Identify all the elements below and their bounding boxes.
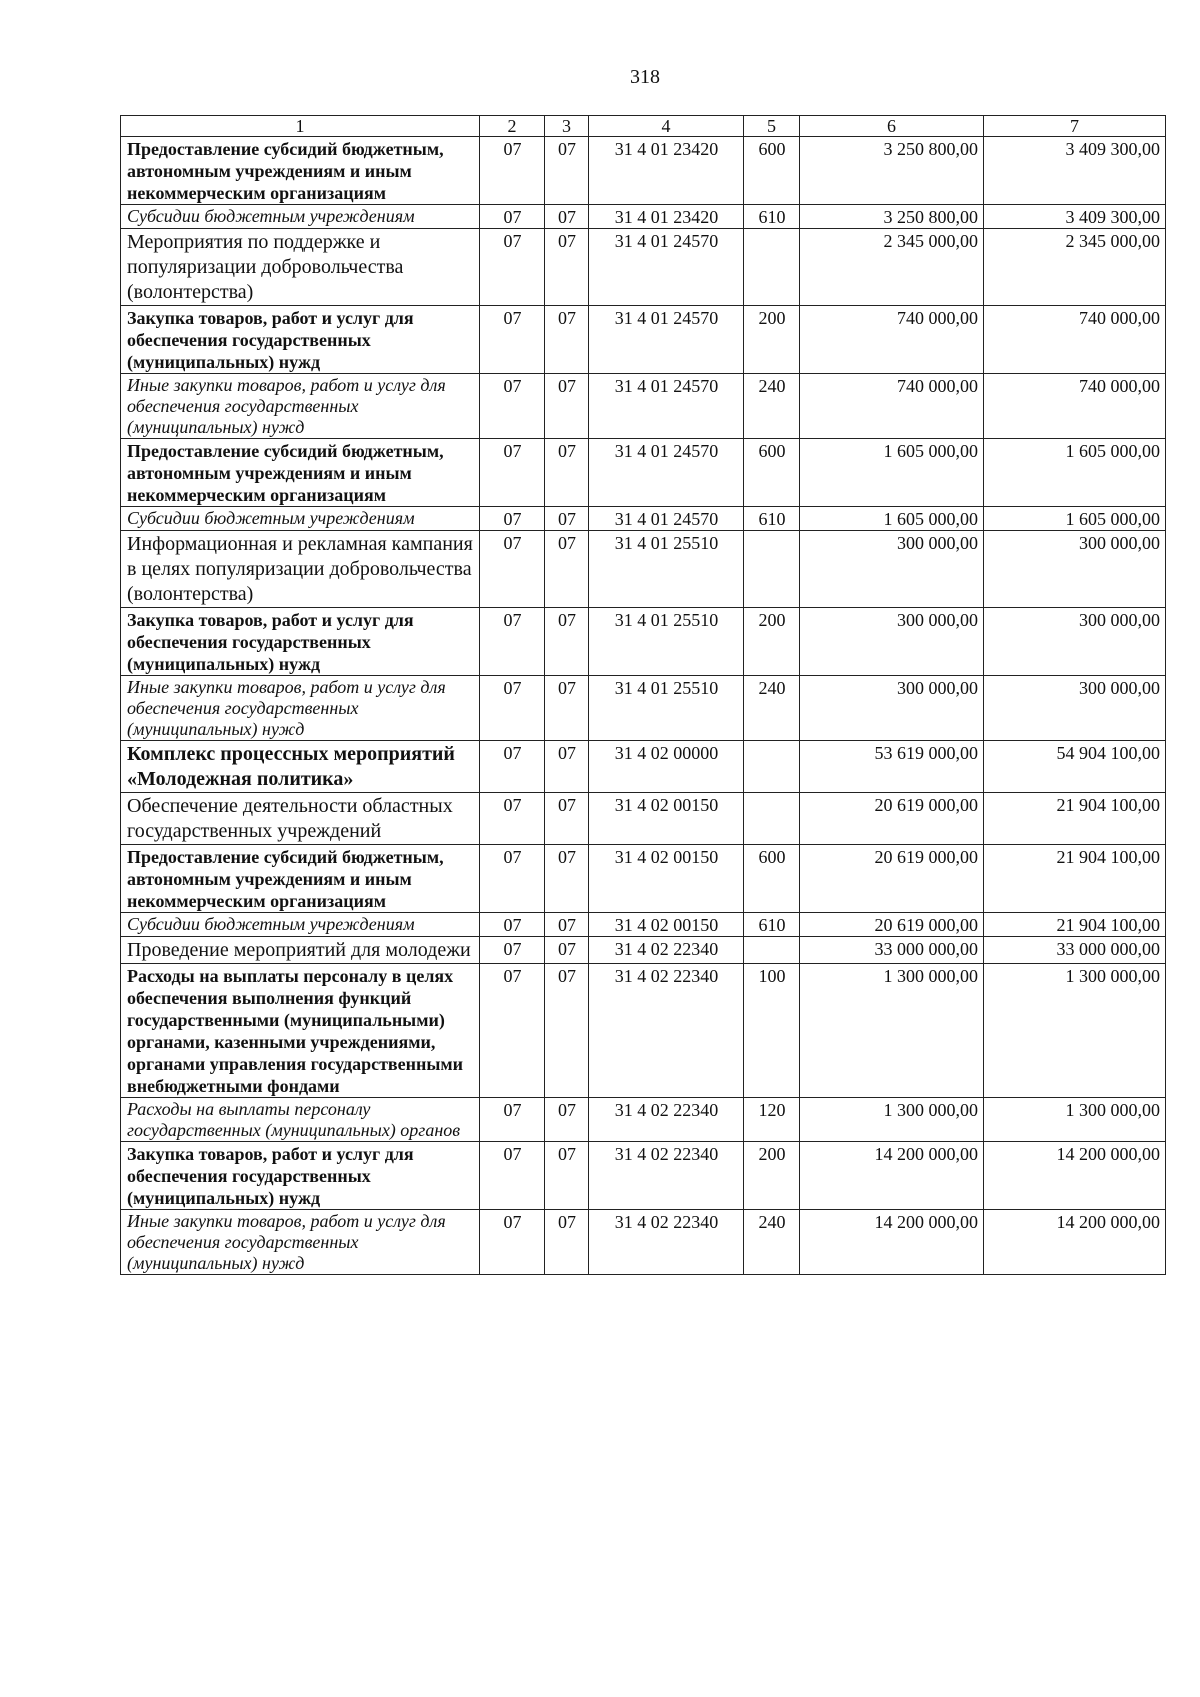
cell-amount-year2: 1 300 000,00 xyxy=(984,1098,1166,1142)
cell-name: Предоставление субсидий бюджетным, автономным учреждениям и иным некоммерческим организациям xyxy=(121,439,480,507)
cell-subsection: 07 xyxy=(545,845,589,913)
table-row xyxy=(121,1142,1166,1210)
cell-name: Предоставление субсидий бюджетным, автономным учреждениям и иным некоммерческим организациям xyxy=(121,845,480,913)
cell-expense-type: 200 xyxy=(744,608,800,676)
cell-expense-type: 200 xyxy=(744,1142,800,1210)
cell-subsection: 07 xyxy=(545,741,589,793)
cell-name: Расходы на выплаты персоналу государственных (муниципальных) органов xyxy=(121,1098,480,1142)
cell-amount-year2: 2 345 000,00 xyxy=(984,229,1166,306)
cell-amount-year2: 300 000,00 xyxy=(984,531,1166,608)
cell-expense-type xyxy=(744,531,800,608)
cell-amount-year1: 1 300 000,00 xyxy=(800,1098,984,1142)
cell-expense-type xyxy=(744,741,800,793)
cell-target-article: 31 4 01 24570 xyxy=(589,439,744,507)
table-row xyxy=(121,306,1166,374)
cell-target-article: 31 4 01 25510 xyxy=(589,676,744,741)
cell-section: 07 xyxy=(480,845,545,913)
cell-subsection: 07 xyxy=(545,676,589,741)
cell-expense-type: 600 xyxy=(744,137,800,205)
cell-amount-year1: 300 000,00 xyxy=(800,676,984,741)
cell-name: Предоставление субсидий бюджетным, автономным учреждениям и иным некоммерческим организациям xyxy=(121,137,480,205)
cell-section: 07 xyxy=(480,1098,545,1142)
cell-subsection: 07 xyxy=(545,937,589,964)
header-cell-4: 4 xyxy=(589,116,744,137)
cell-target-article: 31 4 01 24570 xyxy=(589,306,744,374)
cell-target-article: 31 4 02 00150 xyxy=(589,793,744,845)
table-row xyxy=(121,676,1166,741)
cell-amount-year1: 33 000 000,00 xyxy=(800,937,984,964)
table-row xyxy=(121,1098,1166,1142)
cell-amount-year1: 3 250 800,00 xyxy=(800,137,984,205)
header-cell-6: 6 xyxy=(800,116,984,137)
cell-target-article: 31 4 02 00000 xyxy=(589,741,744,793)
cell-expense-type xyxy=(744,793,800,845)
cell-section: 07 xyxy=(480,793,545,845)
table-row xyxy=(121,507,1166,531)
cell-amount-year1: 14 200 000,00 xyxy=(800,1210,984,1275)
cell-amount-year2: 740 000,00 xyxy=(984,374,1166,439)
cell-amount-year1: 740 000,00 xyxy=(800,374,984,439)
cell-expense-type: 240 xyxy=(744,676,800,741)
cell-amount-year2: 300 000,00 xyxy=(984,608,1166,676)
cell-section: 07 xyxy=(480,531,545,608)
cell-amount-year2: 21 904 100,00 xyxy=(984,913,1166,937)
cell-target-article: 31 4 01 25510 xyxy=(589,608,744,676)
cell-target-article: 31 4 02 00150 xyxy=(589,913,744,937)
cell-name: Закупка товаров, работ и услуг для обеспечения государственных (муниципальных) нужд xyxy=(121,306,480,374)
table-body xyxy=(121,137,1166,1275)
cell-amount-year2: 740 000,00 xyxy=(984,306,1166,374)
cell-target-article: 31 4 01 23420 xyxy=(589,205,744,229)
cell-amount-year2: 1 605 000,00 xyxy=(984,439,1166,507)
cell-subsection: 07 xyxy=(545,306,589,374)
cell-name: Субсидии бюджетным учреждениям xyxy=(121,507,480,531)
cell-section: 07 xyxy=(480,608,545,676)
cell-name: Субсидии бюджетным учреждениям xyxy=(121,913,480,937)
cell-subsection: 07 xyxy=(545,205,589,229)
cell-amount-year2: 300 000,00 xyxy=(984,676,1166,741)
header-cell-3: 3 xyxy=(545,116,589,137)
table-row xyxy=(121,793,1166,845)
cell-subsection: 07 xyxy=(545,793,589,845)
cell-amount-year1: 740 000,00 xyxy=(800,306,984,374)
cell-amount-year1: 14 200 000,00 xyxy=(800,1142,984,1210)
cell-subsection: 07 xyxy=(545,507,589,531)
cell-subsection: 07 xyxy=(545,439,589,507)
cell-name: Информационная и рекламная кампания в целях популяризации добровольчества (волонтерства) xyxy=(121,531,480,608)
table-row xyxy=(121,937,1166,964)
cell-target-article: 31 4 02 22340 xyxy=(589,964,744,1098)
cell-section: 07 xyxy=(480,1142,545,1210)
cell-subsection: 07 xyxy=(545,608,589,676)
cell-amount-year2: 3 409 300,00 xyxy=(984,137,1166,205)
cell-name: Закупка товаров, работ и услуг для обеспечения государственных (муниципальных) нужд xyxy=(121,608,480,676)
cell-section: 07 xyxy=(480,964,545,1098)
cell-target-article: 31 4 02 22340 xyxy=(589,1210,744,1275)
cell-section: 07 xyxy=(480,1210,545,1275)
table-row xyxy=(121,913,1166,937)
cell-subsection: 07 xyxy=(545,137,589,205)
cell-amount-year2: 33 000 000,00 xyxy=(984,937,1166,964)
cell-amount-year1: 3 250 800,00 xyxy=(800,205,984,229)
cell-subsection: 07 xyxy=(545,1142,589,1210)
cell-section: 07 xyxy=(480,937,545,964)
cell-expense-type: 610 xyxy=(744,205,800,229)
table-row xyxy=(121,439,1166,507)
cell-name: Иные закупки товаров, работ и услуг для обеспечения государственных (муниципальных) нужд xyxy=(121,1210,480,1275)
cell-expense-type: 610 xyxy=(744,913,800,937)
cell-section: 07 xyxy=(480,306,545,374)
cell-expense-type: 600 xyxy=(744,845,800,913)
header-cell-2: 2 xyxy=(480,116,545,137)
cell-subsection: 07 xyxy=(545,964,589,1098)
cell-amount-year1: 2 345 000,00 xyxy=(800,229,984,306)
cell-section: 07 xyxy=(480,374,545,439)
cell-name: Расходы на выплаты персоналу в целях обеспечения выполнения функций государственными (муниципальными) органами, казенными учреждениями, органами управления государственными внебюджетными фондами xyxy=(121,964,480,1098)
table-row xyxy=(121,964,1166,1098)
table-row xyxy=(121,137,1166,205)
cell-section: 07 xyxy=(480,913,545,937)
cell-amount-year1: 300 000,00 xyxy=(800,531,984,608)
cell-subsection: 07 xyxy=(545,531,589,608)
cell-section: 07 xyxy=(480,229,545,306)
cell-target-article: 31 4 02 22340 xyxy=(589,937,744,964)
cell-target-article: 31 4 01 25510 xyxy=(589,531,744,608)
cell-expense-type: 120 xyxy=(744,1098,800,1142)
header-row xyxy=(121,116,1166,137)
cell-amount-year2: 21 904 100,00 xyxy=(984,845,1166,913)
cell-expense-type: 240 xyxy=(744,1210,800,1275)
header-cell-5: 5 xyxy=(744,116,800,137)
cell-name: Обеспечение деятельности областных государственных учреждений xyxy=(121,793,480,845)
cell-section: 07 xyxy=(480,507,545,531)
cell-amount-year2: 1 300 000,00 xyxy=(984,964,1166,1098)
cell-amount-year2: 1 605 000,00 xyxy=(984,507,1166,531)
cell-amount-year2: 14 200 000,00 xyxy=(984,1142,1166,1210)
cell-target-article: 31 4 01 24570 xyxy=(589,507,744,531)
cell-name: Мероприятия по поддержке и популяризации добровольчества (волонтерства) xyxy=(121,229,480,306)
cell-target-article: 31 4 02 22340 xyxy=(589,1142,744,1210)
cell-subsection: 07 xyxy=(545,229,589,306)
cell-name: Закупка товаров, работ и услуг для обеспечения государственных (муниципальных) нужд xyxy=(121,1142,480,1210)
cell-subsection: 07 xyxy=(545,1210,589,1275)
table-row xyxy=(121,1210,1166,1275)
cell-section: 07 xyxy=(480,676,545,741)
cell-expense-type xyxy=(744,229,800,306)
cell-amount-year1: 1 300 000,00 xyxy=(800,964,984,1098)
cell-expense-type: 240 xyxy=(744,374,800,439)
header-cell-1: 1 xyxy=(121,116,480,137)
cell-amount-year2: 21 904 100,00 xyxy=(984,793,1166,845)
cell-expense-type: 100 xyxy=(744,964,800,1098)
table-row xyxy=(121,741,1166,793)
table-row xyxy=(121,845,1166,913)
cell-amount-year2: 3 409 300,00 xyxy=(984,205,1166,229)
cell-amount-year1: 20 619 000,00 xyxy=(800,913,984,937)
cell-name: Иные закупки товаров, работ и услуг для обеспечения государственных (муниципальных) нужд xyxy=(121,676,480,741)
table-row xyxy=(121,229,1166,306)
cell-target-article: 31 4 02 00150 xyxy=(589,845,744,913)
cell-expense-type: 600 xyxy=(744,439,800,507)
cell-target-article: 31 4 01 24570 xyxy=(589,374,744,439)
cell-section: 07 xyxy=(480,439,545,507)
table-row xyxy=(121,374,1166,439)
table-row xyxy=(121,608,1166,676)
cell-amount-year1: 1 605 000,00 xyxy=(800,507,984,531)
cell-section: 07 xyxy=(480,205,545,229)
page-number: 318 xyxy=(630,66,660,88)
cell-subsection: 07 xyxy=(545,374,589,439)
cell-name: Субсидии бюджетным учреждениям xyxy=(121,205,480,229)
cell-expense-type xyxy=(744,937,800,964)
cell-subsection: 07 xyxy=(545,1098,589,1142)
cell-amount-year1: 1 605 000,00 xyxy=(800,439,984,507)
header-cell-7: 7 xyxy=(984,116,1166,137)
cell-name: Иные закупки товаров, работ и услуг для обеспечения государственных (муниципальных) нужд xyxy=(121,374,480,439)
cell-amount-year2: 54 904 100,00 xyxy=(984,741,1166,793)
cell-subsection: 07 xyxy=(545,913,589,937)
budget-table xyxy=(120,115,1166,1275)
table-row xyxy=(121,531,1166,608)
cell-amount-year2: 14 200 000,00 xyxy=(984,1210,1166,1275)
cell-amount-year1: 20 619 000,00 xyxy=(800,793,984,845)
cell-section: 07 xyxy=(480,137,545,205)
cell-target-article: 31 4 02 22340 xyxy=(589,1098,744,1142)
cell-amount-year1: 53 619 000,00 xyxy=(800,741,984,793)
cell-target-article: 31 4 01 24570 xyxy=(589,229,744,306)
cell-expense-type: 610 xyxy=(744,507,800,531)
cell-target-article: 31 4 01 23420 xyxy=(589,137,744,205)
cell-section: 07 xyxy=(480,741,545,793)
cell-expense-type: 200 xyxy=(744,306,800,374)
cell-name: Комплекс процессных мероприятий «Молодежная политика» xyxy=(121,741,480,793)
table-row xyxy=(121,205,1166,229)
cell-name: Проведение мероприятий для молодежи xyxy=(121,937,480,964)
cell-amount-year1: 300 000,00 xyxy=(800,608,984,676)
cell-amount-year1: 20 619 000,00 xyxy=(800,845,984,913)
